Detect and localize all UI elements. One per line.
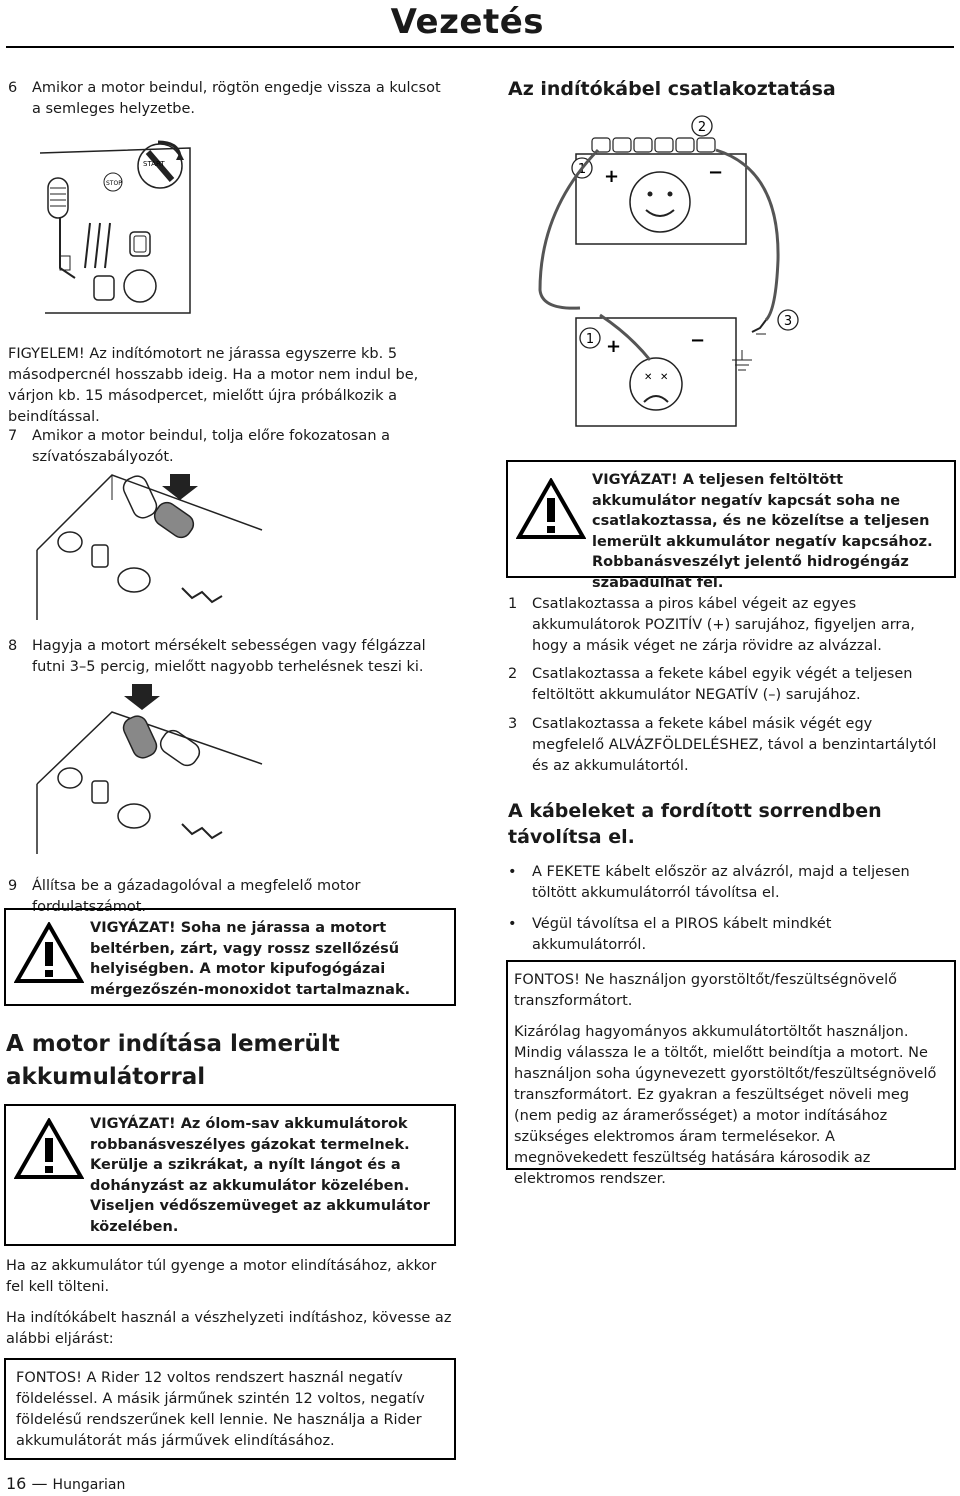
step-number: 1 — [508, 596, 518, 612]
plus-symbol: + — [604, 166, 620, 187]
step-number: 9 — [8, 878, 18, 894]
step-text: Csatlakoztassa a piros kábel végeit az egyes akkumulátorok POZITÍV (+) sarujához, figyeljen arra, hogy a másik véget ne zárja rövidre az alvázzal. — [532, 596, 915, 654]
step-number: 8 — [8, 638, 18, 654]
paragraph-weak-battery: Ha az akkumulátor túl gyenge a motor elindításához, akkor fel kell tölteni. — [6, 1258, 437, 1295]
callout-3: 3 — [783, 314, 793, 329]
paragraph-jump-cable: Ha indítókábelt használ a vészhelyzeti indításhoz, kövesse az alábbi eljárást: — [6, 1310, 452, 1347]
ignition-panel-illustration — [20, 128, 200, 328]
bullet-text: A FEKETE kábelt először az alvázról, majd a teljesen töltött akkumulátorról távolítsa el. — [532, 864, 910, 901]
callout-1b: 1 — [585, 332, 595, 347]
footer — [6, 1474, 125, 1493]
step-number: 3 — [508, 716, 518, 732]
step-text: Csatlakoztassa a fekete kábel egyik végét a teljesen feltöltött akkumulátor NEGATÍV (–) sarujához. — [532, 666, 913, 703]
warning-triangle-icon — [516, 478, 586, 540]
minus-symbol: − — [708, 162, 724, 183]
page-number: 16 — [6, 1474, 27, 1493]
bullet-text: Végül távolítsa el a PIROS kábelt mindkét akkumulátorról. — [532, 916, 832, 953]
svg-text:✕: ✕ — [644, 372, 653, 383]
minus-symbol-2: − — [690, 330, 706, 351]
notice-paragraph: FONTOS! Ne használjon gyorstöltőt/feszültségnövelő transzformátort. — [514, 972, 898, 1009]
callout-1: 1 — [577, 162, 587, 177]
step-number: 2 — [508, 666, 518, 682]
notice-box-12v: FONTOS! A Rider 12 voltos rendszert használ negatív földeléssel. A másik járműnek szintén 12 voltos, negatív földelésű rendszerűnek kell lennie. Ne használja a Rider akkumulátorát más járművek elindításához. — [4, 1358, 456, 1460]
plus-symbol-2: + — [606, 336, 622, 357]
section-title-jump-cable: Az indítókábel csatlakoztatása — [508, 78, 836, 100]
step-text: Csatlakoztassa a fekete kábel másik végét egy megfelelő ALVÁZFÖLDELÉSHEZ, távol a benzintartálytól és az akkumulátortól. — [532, 716, 937, 774]
stop-label: STOP — [106, 180, 122, 187]
step-text: Állítsa be a gázadagolóval a megfelelő motor fordulatszámot. — [32, 878, 361, 915]
footer-language: Hungarian — [52, 1477, 126, 1493]
svg-text:✕: ✕ — [660, 372, 669, 383]
warning-text: VIGYÁZAT! Soha ne járassa a motort beltérben, zárt, vagy rossz szellőzésű helyiségben. A motor kipufogógázai mérgezőszén-monoxidot tartalmaznak. — [90, 920, 411, 998]
bullet-item — [508, 914, 948, 956]
notice-box-fast-charger — [506, 960, 956, 1187]
choke-lever-illustration — [32, 470, 272, 620]
step-6 — [8, 78, 448, 120]
warning-box-indoor — [4, 908, 456, 1006]
warning-box-negative-terminal — [506, 460, 956, 591]
step-8 — [8, 636, 448, 678]
cable-step-1 — [508, 594, 948, 657]
throttle-lever-illustration — [32, 684, 272, 854]
jump-cable-illustration — [520, 110, 820, 460]
warning-note-starter: FIGYELEM! Az indítómotort ne járassa egyszerre kb. 5 másodpercnél hosszabb ideig. Ha a motor nem indul be, várjon kb. 15 másodpercet, mielőtt újra próbálkozik a beindítással. — [8, 346, 419, 425]
warning-triangle-icon — [14, 1118, 84, 1180]
footer-dash: — — [31, 1474, 48, 1493]
header-rule — [6, 46, 954, 48]
warning-text: VIGYÁZAT! A teljesen feltöltött akkumulátor negatív kapcsát soha ne csatlakoztassa, és ne közelítse a teljesen lemerült akkumulátor negatív kapcsához. Robbanásveszélyt jelentő hidrogéngáz szabadulhat fel. — [592, 472, 933, 591]
page-title: Vezetés — [390, 2, 544, 42]
step-number: 7 — [8, 428, 18, 444]
step-7 — [8, 426, 448, 468]
section-heading-remove-cables: A kábeleket a fordított sorrendben távolítsa el. — [508, 800, 882, 848]
start-label: START — [143, 160, 165, 168]
bullet-icon: • — [508, 916, 517, 932]
cable-step-2 — [508, 664, 948, 706]
step-text: Amikor a motor beindul, rögtön engedje vissza a kulcsot a semleges helyzetbe. — [32, 80, 441, 117]
step-number: 6 — [8, 80, 18, 96]
bullet-item — [508, 862, 948, 904]
bullet-icon: • — [508, 864, 517, 880]
callout-2: 2 — [697, 120, 707, 135]
step-text: Amikor a motor beindul, tolja előre fokozatosan a szívatószabályozót. — [32, 428, 391, 465]
notice-paragraph: Kizárólag hagyományos akkumulátortöltőt használjon. Mindig válassza le a töltőt, mielőtt beindítja a motort. Ne használjon soha úgynevezett gyorstöltőt/feszültségnövelő transzformátort. Ez gyakran a feszültséget növeli meg (nem pedig az áramerősséget) a motor indításához szükséges elektromos áram termelésekor. A megnövekedett feszültség hatására károsodik az elektromos rendszer. — [514, 1024, 937, 1187]
warning-text: VIGYÁZAT! Az ólom-sav akkumulátorok robbanásveszélyes gázokat termelnek. Kerülje a szikrákat, a nyílt lángot és a dohányzást az akkumulátor közelében. Viseljen védőszemüveget az akkumulátor közelében. — [90, 1116, 430, 1235]
step-text: Hagyja a motort mérsékelt sebességen vagy félgázzal futni 3–5 percig, mielőtt nagyobb terhelésnek teszi ki. — [32, 638, 426, 675]
section-heading-dead-battery: A motor indítása lemerült akkumulátorral — [6, 1031, 340, 1090]
warning-triangle-icon — [14, 922, 84, 984]
cable-step-3 — [508, 714, 948, 777]
warning-box-battery — [4, 1104, 456, 1246]
